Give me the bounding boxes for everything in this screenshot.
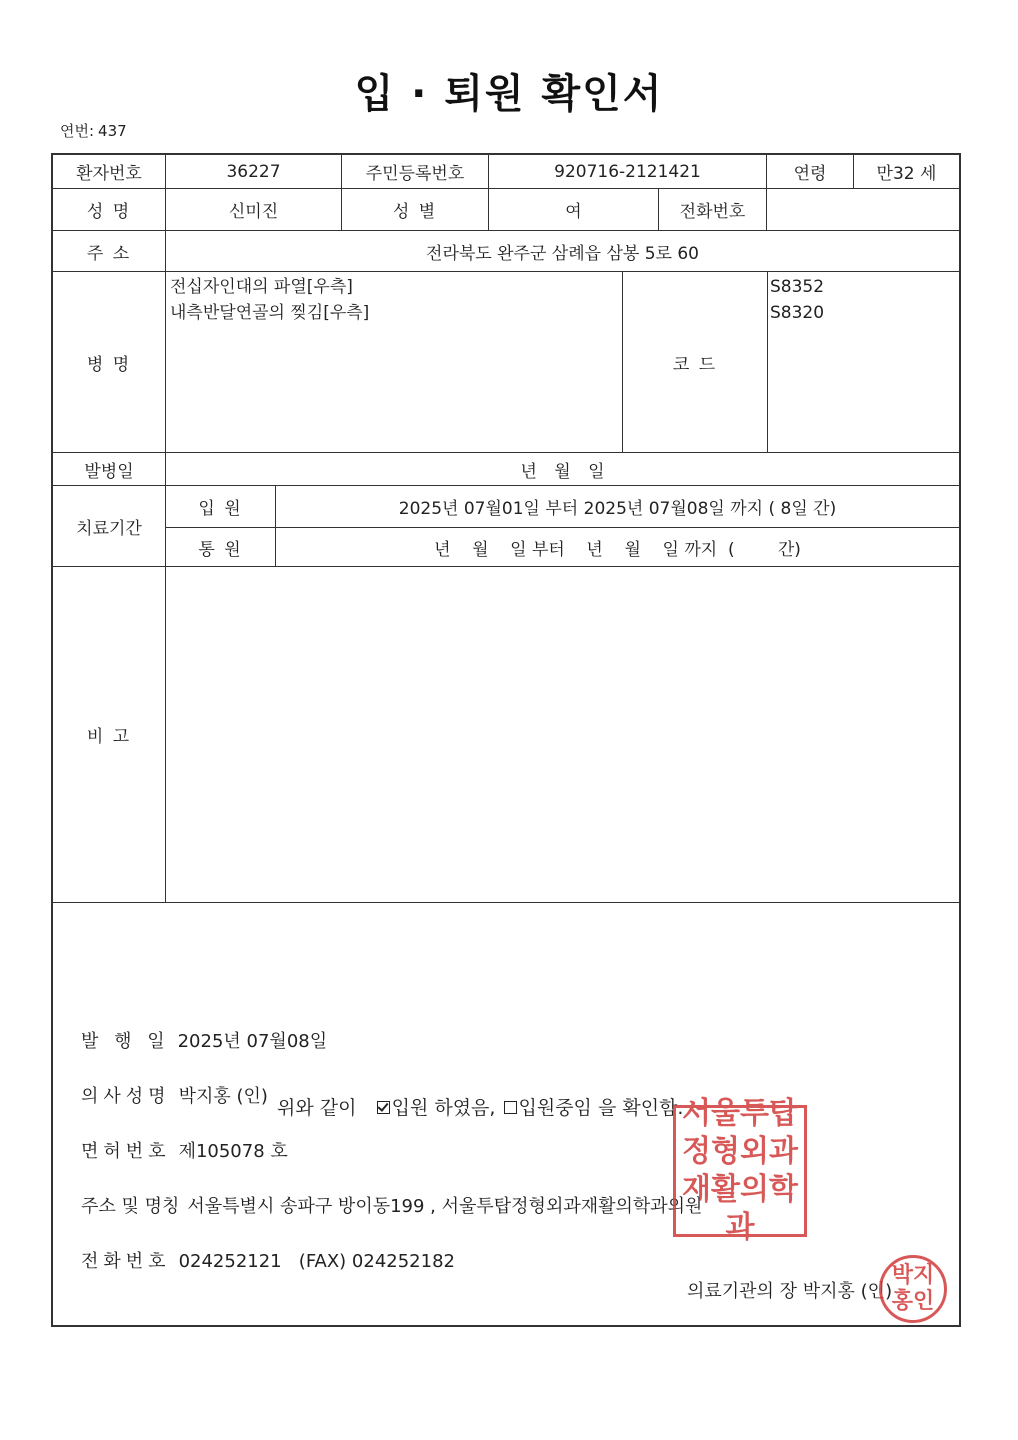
certificate-table <box>51 153 961 1327</box>
clinic-phone-value: 024252121 (FAX) 024252182 <box>178 1251 455 1272</box>
confirmation-prefix: 위와 같이 <box>277 1097 357 1119</box>
resident-no-label: 주민등록번호 <box>365 164 465 184</box>
clinic-address-row <box>81 1192 702 1218</box>
serial-value: 437 <box>98 122 127 140</box>
code-list <box>770 274 955 450</box>
phone-label: 전화번호 <box>679 202 746 222</box>
remarks-value <box>166 567 959 902</box>
phone-value <box>767 189 959 230</box>
serial-number <box>56 120 127 141</box>
clinic-address-label: 주소 및 명칭 <box>81 1196 180 1217</box>
issue-date-row <box>81 1027 327 1053</box>
disease-name-2: 내측반달연골의 찢김[우측] <box>170 303 370 323</box>
license-label: 면허번호 <box>81 1141 171 1162</box>
clinic-seal-stamp: 서울투탑 정형외과 재활의학과 <box>673 1105 807 1237</box>
disease-label: 병 명 <box>86 354 132 375</box>
clinic-phone-label: 전화번호 <box>81 1251 171 1272</box>
head-seal-stamp: 박지 홍인 <box>879 1255 947 1323</box>
disease-list <box>170 274 620 450</box>
license-value: 제105078 호 <box>178 1141 288 1162</box>
clinic-phone-row <box>81 1247 455 1273</box>
onset-label: 발병일 <box>84 461 134 482</box>
outpatient-period: 년 월 일 부터 년 월 일 까지 ( 간) <box>434 539 801 560</box>
remarks-label: 비 고 <box>86 727 132 747</box>
code-label: 코 드 <box>672 354 718 375</box>
clinic-address-value: 서울특별시 송파구 방이동199 , 서울투탑정형외과재활의학과의원 <box>187 1196 703 1217</box>
doctor-value: 박지홍 (인) <box>178 1086 268 1107</box>
doctor-label: 의사성명 <box>81 1086 171 1107</box>
address-label: 주 소 <box>86 243 132 264</box>
onset-value: 년 월 일 <box>520 461 605 482</box>
age-label: 연령 <box>793 164 827 184</box>
name-label: 성 명 <box>86 202 132 222</box>
patient-no-label: 환자번호 <box>76 164 142 184</box>
disease-name-1: 전십자인대의 파열[우측] <box>170 277 353 297</box>
inpatient-period: 2025년 07월01일 부터 2025년 07월08일 까지 ( 8일 간) <box>398 499 837 519</box>
unchecked-box-icon <box>504 1101 517 1114</box>
issue-date-value: 2025년 07월08일 <box>177 1031 328 1052</box>
name-value: 신미진 <box>228 202 279 222</box>
confirmation-statement <box>277 1093 683 1120</box>
checked-box-icon <box>377 1101 390 1114</box>
option-in-hospital: 입원중임 <box>518 1097 592 1119</box>
treatment-period-label: 치료기간 <box>76 518 142 539</box>
option-admitted: 입원 하였음, <box>391 1097 496 1119</box>
disease-code-2: S8320 <box>770 303 825 323</box>
inpatient-label: 입 원 <box>198 499 243 519</box>
address-value: 전라북도 완주군 삼례읍 삼봉 5로 60 <box>426 243 699 264</box>
gender-label: 성 별 <box>392 202 438 222</box>
patient-no-value: 36227 <box>226 161 281 182</box>
gender-value: 여 <box>565 202 582 222</box>
head-signature: 의료기관의 장 박지홍 (인) <box>687 1281 893 1302</box>
age-value: 만32 세 <box>876 164 937 184</box>
license-row <box>81 1137 288 1163</box>
outpatient-label: 통 원 <box>198 539 243 560</box>
confirmation-suffix: 을 확인함. <box>597 1097 684 1119</box>
document-title: 입 · 퇴원 확인서 <box>354 71 664 117</box>
resident-no-value: 920716-2121421 <box>554 161 701 182</box>
disease-code-1: S8352 <box>770 277 825 297</box>
issue-date-label: 발 행 일 <box>81 1031 170 1052</box>
doctor-row <box>81 1082 268 1108</box>
serial-label: 연번: <box>60 122 95 140</box>
